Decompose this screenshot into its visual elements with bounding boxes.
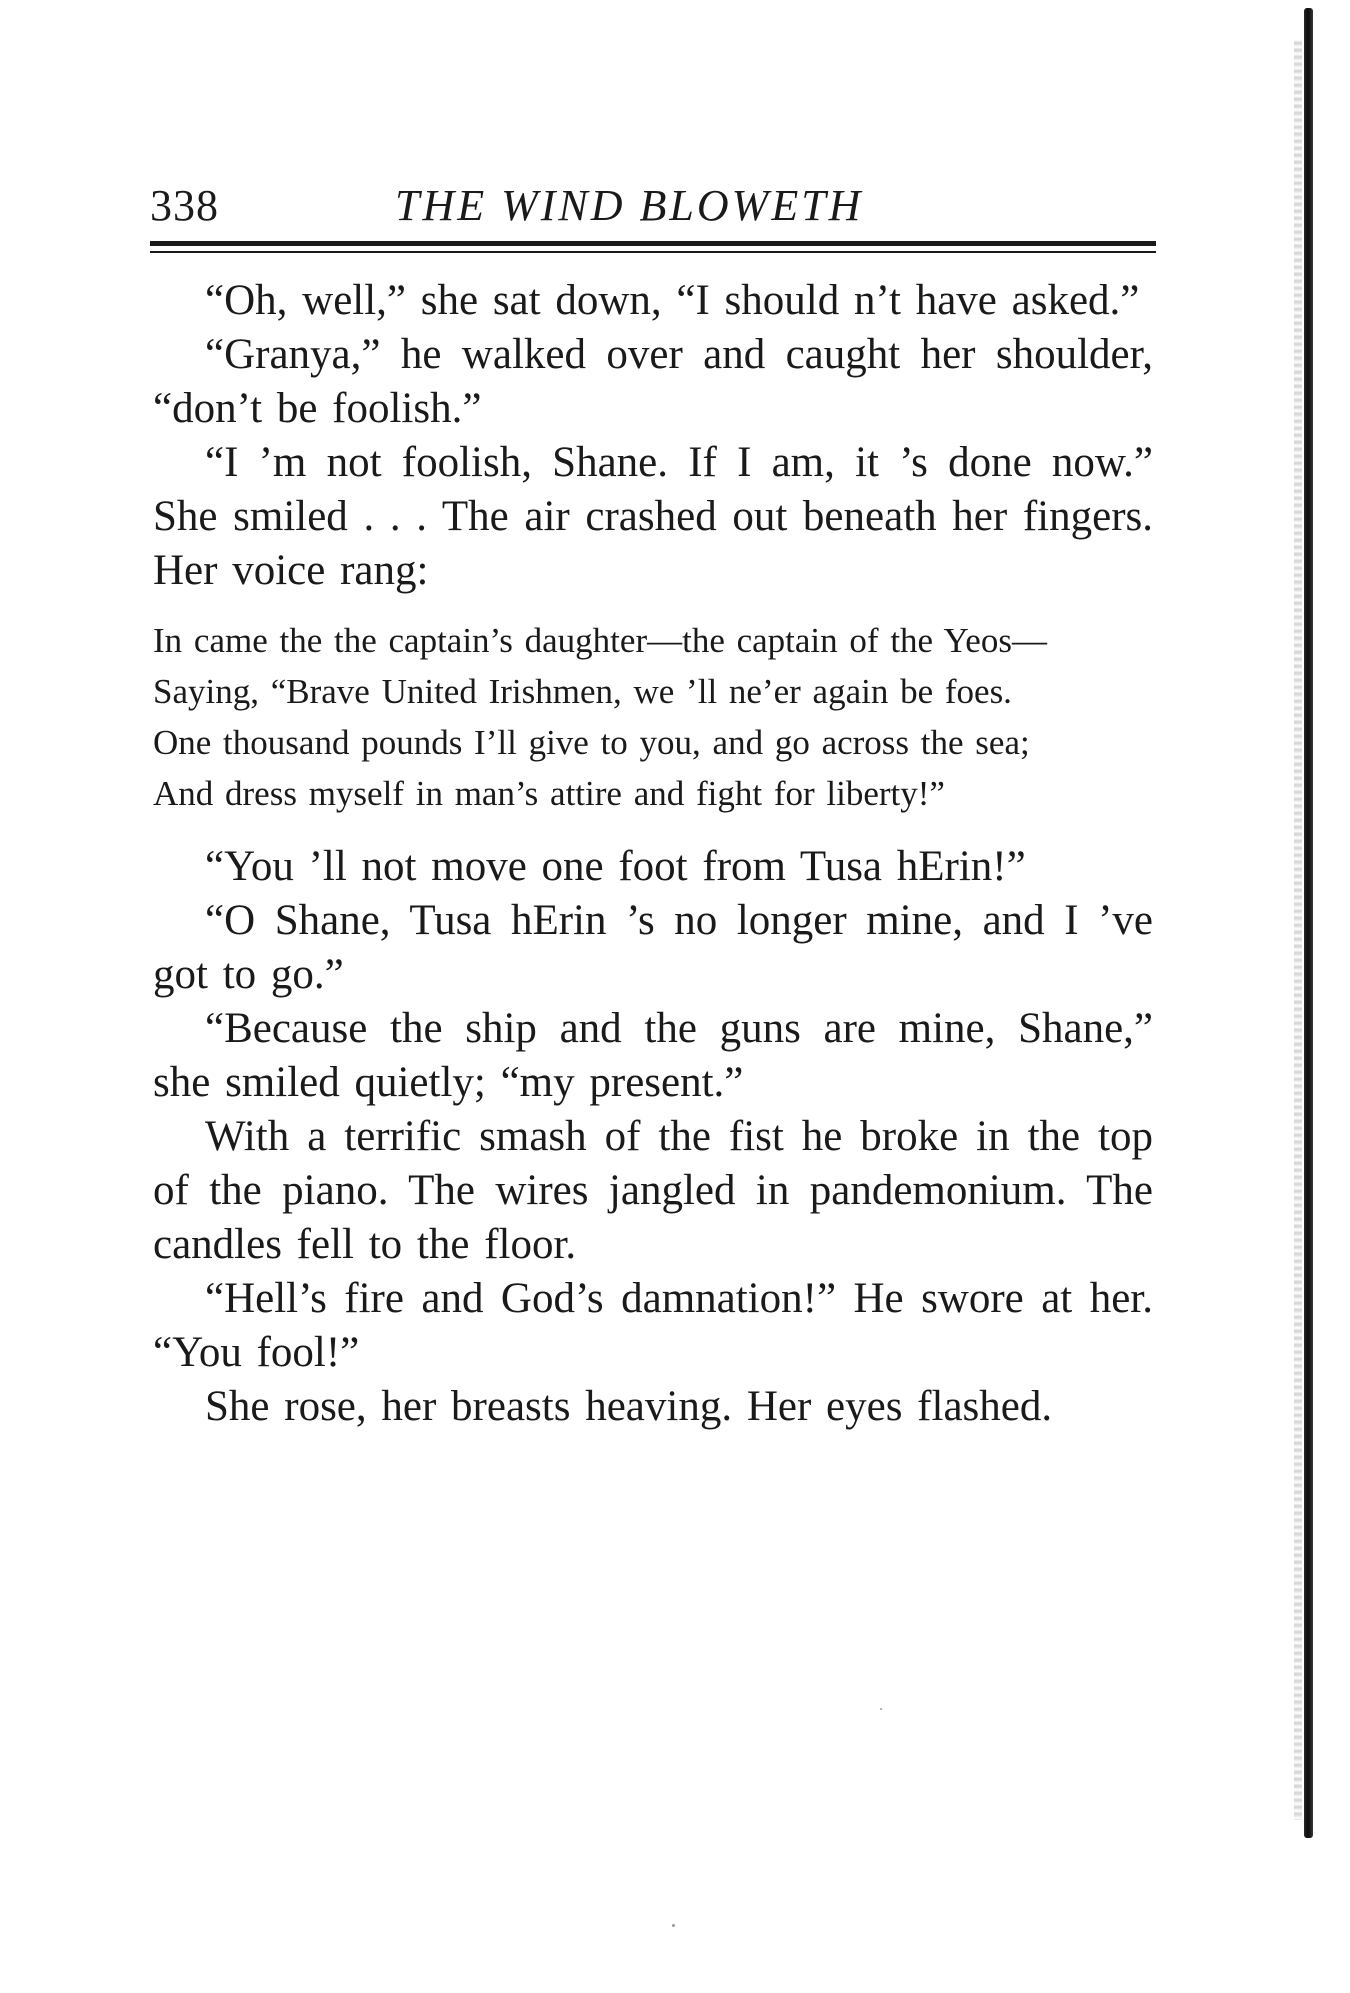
- verse-line: Saying, “Brave United Irishmen, we ’ll ne’er again be foes.: [153, 672, 1012, 711]
- scan-speck: [880, 1708, 882, 1710]
- verse-line: And dress myself in man’s attire and fight for liberty!”: [153, 774, 945, 813]
- header-rule-thick: [150, 241, 1156, 246]
- paragraph: “I ’m not foolish, Shane. If I am, it ’s done now.” She smiled . . . The air crashed out beneath her fingers. Her voice rang:: [153, 439, 1153, 594]
- page-header: [150, 180, 1156, 230]
- verse-block: [153, 616, 1153, 818]
- paragraph: “You ’ll not move one foot from Tusa hErin!”: [205, 843, 1026, 890]
- binding-edge: [1304, 8, 1313, 1838]
- binding-shadow: [1294, 40, 1302, 1820]
- verse-line: One thousand pounds I’ll give to you, and go across the sea;: [153, 723, 1030, 762]
- paragraph: “Granya,” he walked over and caught her shoulder, “don’t be foolish.”: [153, 331, 1153, 432]
- paragraph: She rose, her breasts heaving. Her eyes flashed.: [205, 1383, 1053, 1430]
- scan-speck: [672, 1924, 675, 1927]
- page-number: 338: [150, 181, 219, 230]
- paragraph: “O Shane, Tusa hErin ’s no longer mine, and I ’ve got to go.”: [153, 897, 1153, 998]
- verse-line: In came the the captain’s daughter—the captain of the Yeos—: [153, 621, 1047, 660]
- header-rule-thin: [150, 251, 1156, 253]
- running-title: THE WIND BLOWETH: [395, 181, 864, 230]
- paragraph: “Oh, well,” she sat down, “I should n’t have asked.”: [205, 277, 1140, 324]
- body-text: [153, 274, 1153, 1434]
- paragraph: With a terrific smash of the fist he broke in the top of the piano. The wires jangled in pandemonium. The candles fell to the floor.: [153, 1113, 1153, 1268]
- paragraph: “Hell’s fire and God’s damnation!” He swore at her. “You fool!”: [153, 1275, 1153, 1376]
- paragraph: “Because the ship and the guns are mine, Shane,” she smiled quietly; “my present.”: [153, 1005, 1153, 1106]
